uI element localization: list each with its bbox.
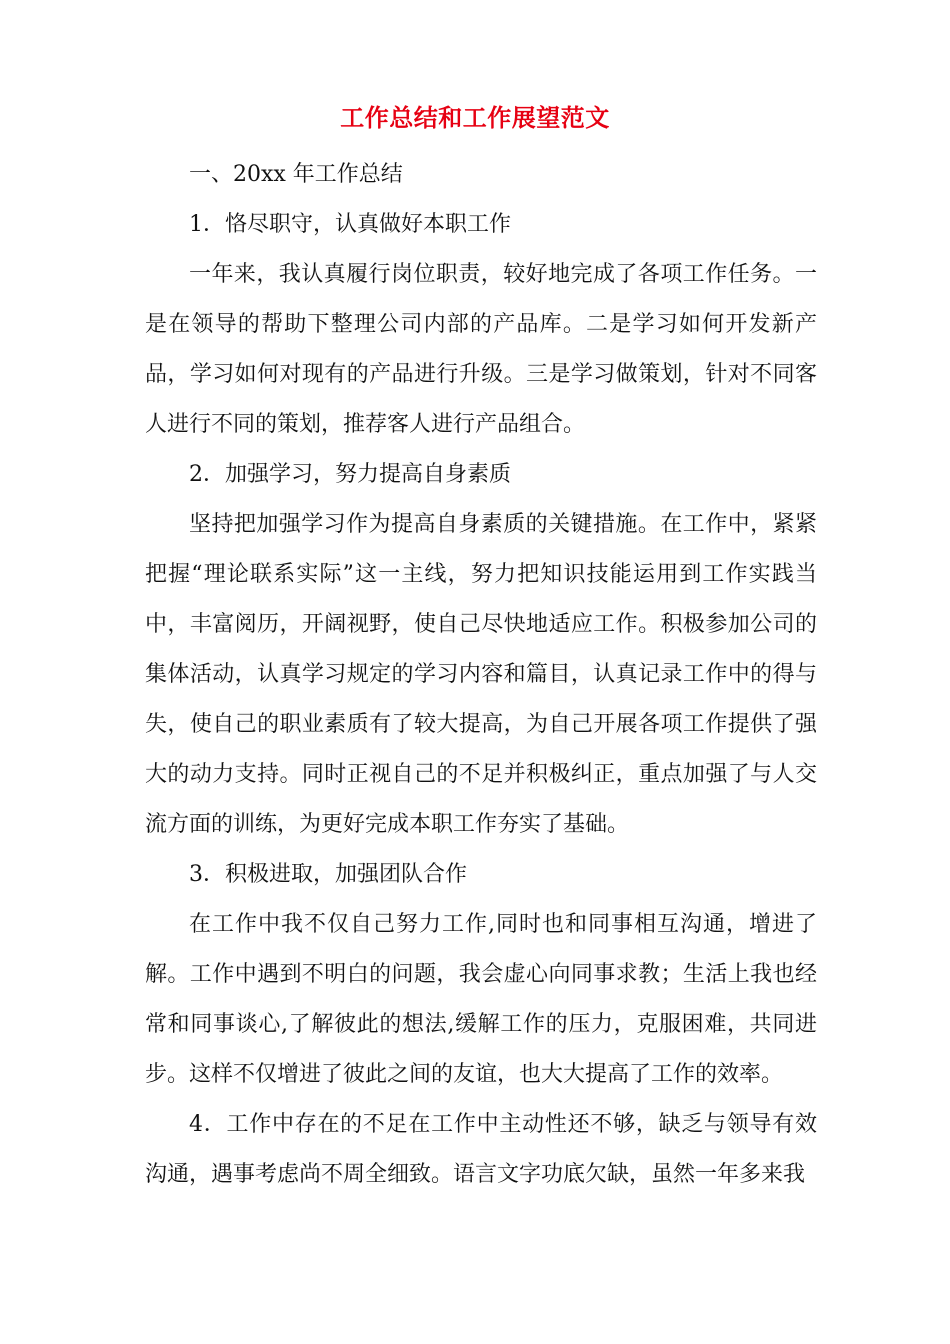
subheading-learning: 2．加强学习，努力提高自身素质 [189, 462, 511, 487]
paragraph-shortcomings: 4．工作中存在的不足在工作中主动性还不够，缺乏与领导有效沟通，遇事考虑尚不周全细致。语言文字功底欠缺，虽然一年多来我 [145, 1112, 817, 1187]
paragraph-teamwork: 在工作中我不仅自己努力工作,同时也和同事相互沟通，增进了解。工作中遇到不明白的问题，我会虚心向同事求教；生活上我也经常和同事谈心,了解彼此的想法,缓解工作的压力，克服困难，共同进步。这样不仅增进了彼此之间的友谊，也大大提高了工作的效率。 [145, 912, 817, 1087]
document-title: 工作总结和工作展望范文 [340, 103, 610, 132]
paragraph-duty: 一年来，我认真履行岗位职责，较好地完成了各项工作任务。一是在领导的帮助下整理公司内部的产品库。二是学习如何开发新产品，学习如何对现有的产品进行升级。三是学习做策划，针对不同客人进行不同的策划，推荐客人进行产品组合。 [145, 262, 817, 437]
document-body [145, 150, 817, 1200]
subheading-teamwork: 3．积极进取，加强团队合作 [189, 862, 467, 887]
subheading-duty: 1．恪尽职守，认真做好本职工作 [189, 212, 511, 237]
section-heading-annual-summary: 一、20xx 年工作总结 [189, 162, 403, 187]
paragraph-learning: 坚持把加强学习作为提高自身素质的关键措施。在工作中，紧紧把握“理论联系实际”这一主线，努力把知识技能运用到工作实践当中，丰富阅历，开阔视野，使自己尽快地适应工作。积极参加公司的集体活动，认真学习规定的学习内容和篇目，认真记录工作中的得与失，使自己的职业素质有了较大提高，为自己开展各项工作提供了强大的动力支持。同时正视自己的不足并积极纠正，重点加强了与人交流方面的训练，为更好完成本职工作夯实了基础。 [145, 512, 817, 837]
